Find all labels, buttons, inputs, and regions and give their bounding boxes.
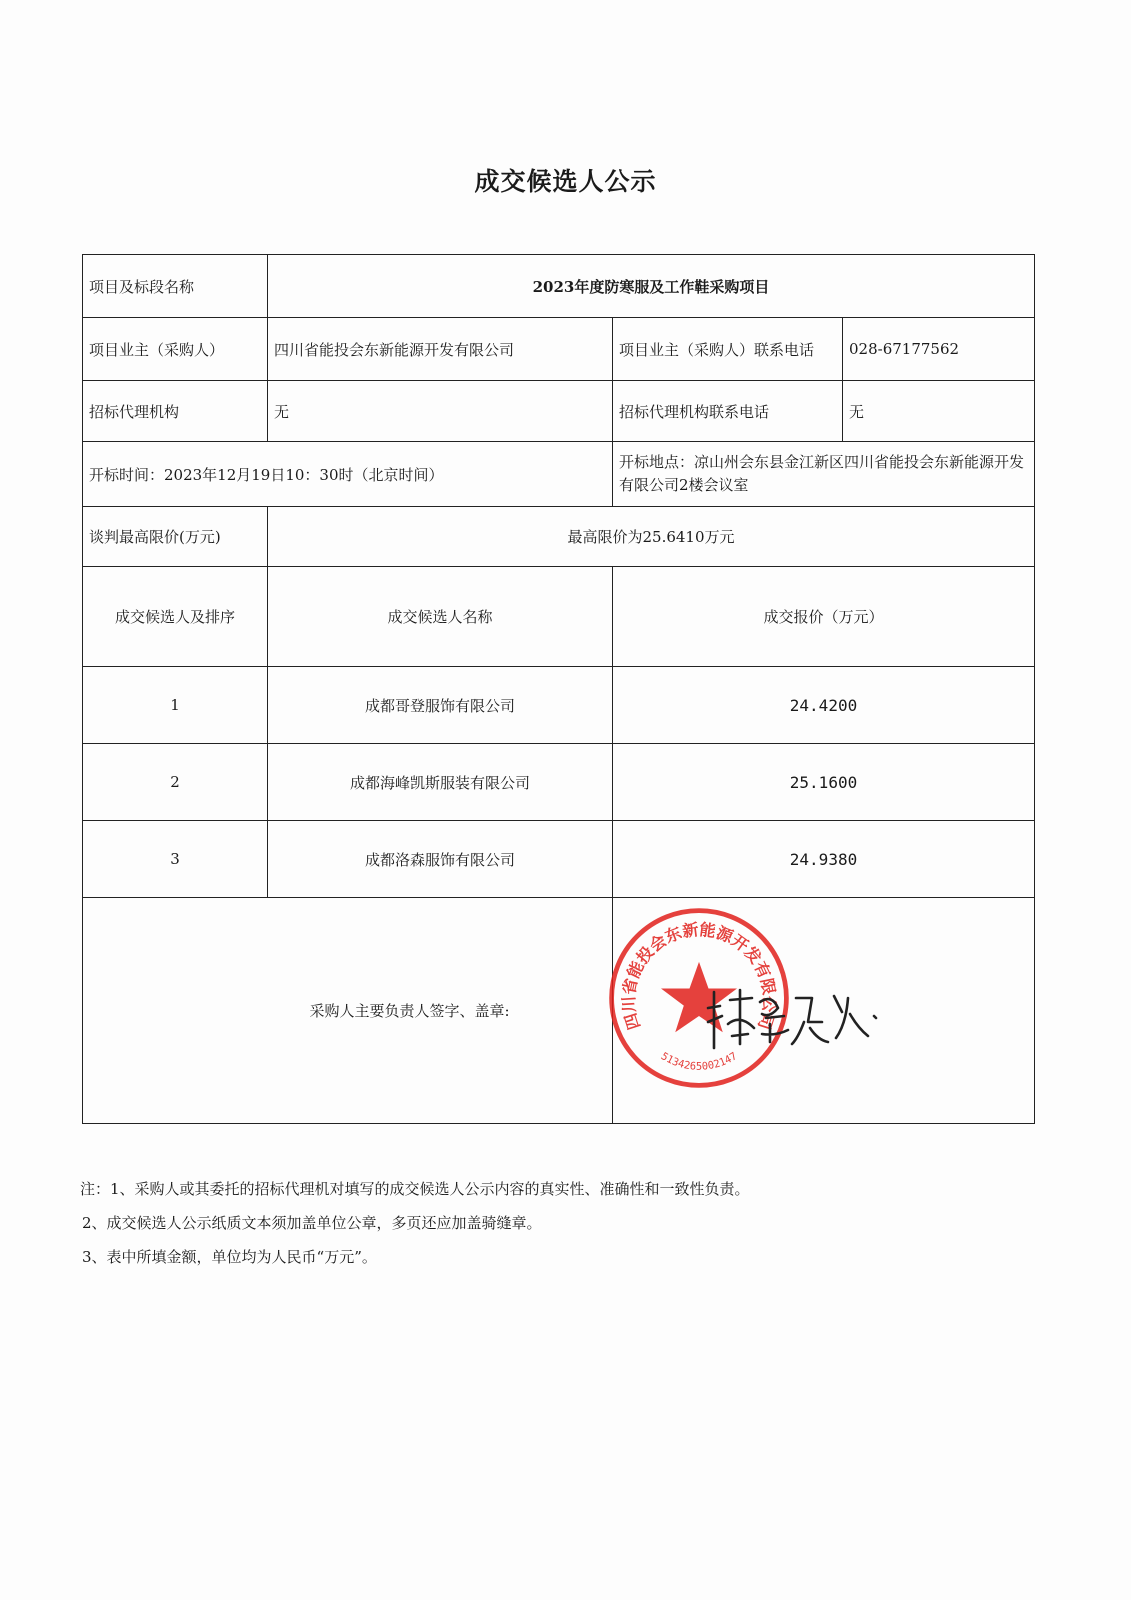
max-price-value: 最高限价为25.6410万元 xyxy=(268,507,1035,567)
candidate-price: 25.1600 xyxy=(613,744,1035,821)
agency-phone-value: 无 xyxy=(843,381,1035,442)
project-value: 2023年度防寒服及工作鞋采购项目 xyxy=(268,255,1035,318)
project-label: 项目及标段名称 xyxy=(83,255,268,318)
candidate-price: 24.9380 xyxy=(613,821,1035,898)
owner-value: 四川省能投会东新能源开发有限公司 xyxy=(268,318,613,381)
candidate-rank: 1 xyxy=(83,667,268,744)
candidate-rank: 3 xyxy=(83,821,268,898)
header-rank: 成交候选人及排序 xyxy=(83,567,268,667)
table-row xyxy=(83,821,1035,898)
table-row xyxy=(83,744,1035,821)
agency-value: 无 xyxy=(268,381,613,442)
owner-label: 项目业主（采购人） xyxy=(83,318,268,381)
note-item: 2、成交候选人公示纸质文本须加盖单位公章，多页还应加盖骑缝章。 xyxy=(82,1214,542,1232)
owner-phone-value: 028-67177562 xyxy=(843,318,1035,381)
handwritten-signature xyxy=(700,978,880,1058)
agency-phone-label: 招标代理机构联系电话 xyxy=(613,381,843,442)
seal-code: 5134265002147 xyxy=(658,1050,740,1073)
open-place: 开标地点：凉山州会东县金江新区四川省能投会东新能源开发有限公司2楼会议室 xyxy=(613,442,1035,507)
candidate-price: 24.4200 xyxy=(613,667,1035,744)
note-item: 注：1、采购人或其委托的招标代理机对填写的成交候选人公示内容的真实性、准确性和一致性负责。 xyxy=(80,1180,750,1198)
header-price: 成交报价（万元） xyxy=(613,567,1035,667)
seal-text: 四川省能投会东新能源开发有限公司 xyxy=(619,919,779,1032)
note-item: 3、表中所填金额，单位均为人民币“万元”。 xyxy=(82,1248,377,1266)
announcement-table xyxy=(82,254,1035,1124)
page-title: 成交候选人公示 xyxy=(474,167,657,196)
agency-label: 招标代理机构 xyxy=(83,381,268,442)
max-price-label: 谈判最高限价(万元) xyxy=(83,507,268,567)
candidate-name: 成都哥登服饰有限公司 xyxy=(268,667,613,744)
header-name: 成交候选人名称 xyxy=(268,567,613,667)
table-row xyxy=(83,667,1035,744)
candidate-rank: 2 xyxy=(83,744,268,821)
notes xyxy=(82,1172,1032,1274)
owner-phone-label: 项目业主（采购人）联系电话 xyxy=(613,318,843,381)
open-time: 开标时间：2023年12月19日10：30时（北京时间） xyxy=(83,442,613,507)
candidate-name: 成都海峰凯斯服装有限公司 xyxy=(268,744,613,821)
candidate-name: 成都洛森服饰有限公司 xyxy=(268,821,613,898)
signature-label: 采购人主要负责人签字、盖章: xyxy=(83,898,613,1124)
